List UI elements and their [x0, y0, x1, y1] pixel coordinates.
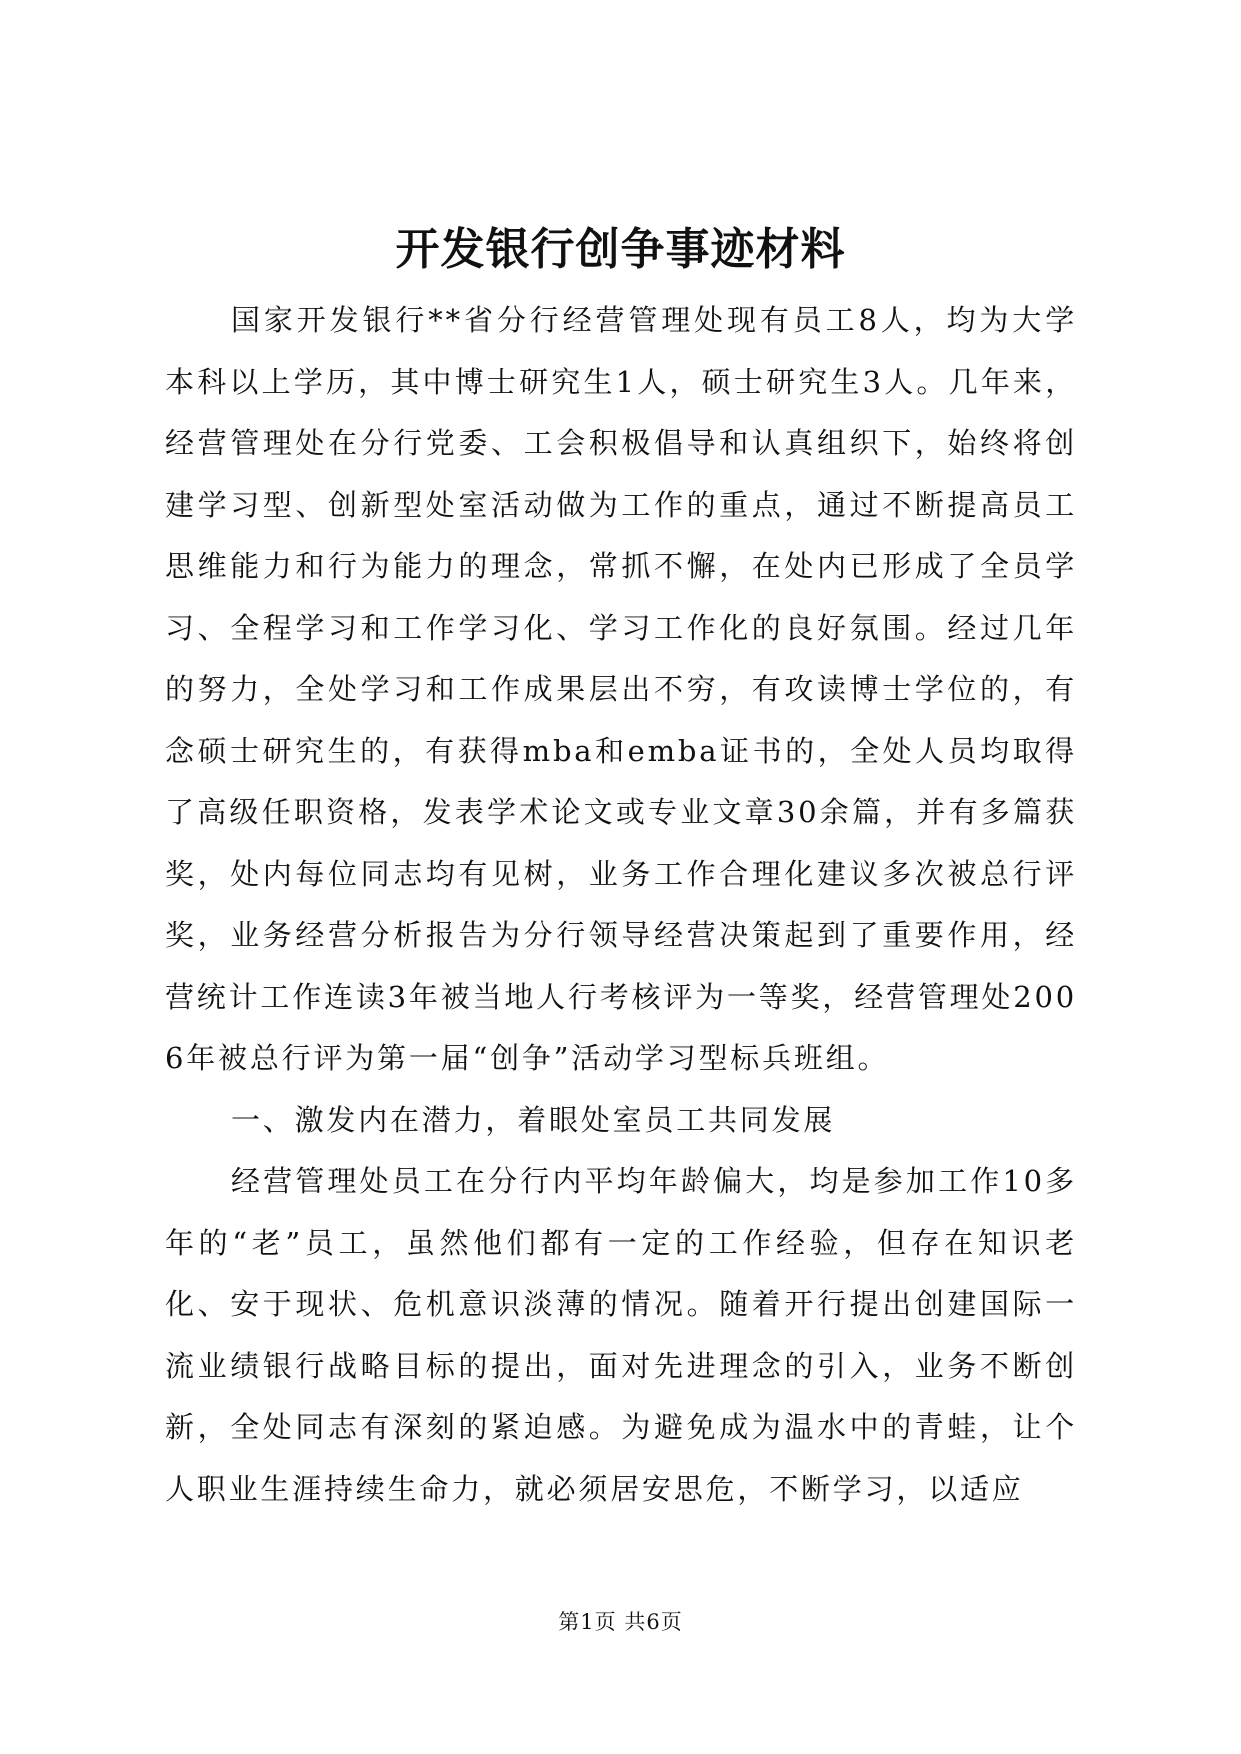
body-paragraph-section-1: 经营管理处员工在分行内平均年龄偏大，均是参加工作10多年的“老”员工，虽然他们都有一定的工作经验，但存在知识老化、安于现状、危机意识淡薄的情况。随着开行提出创建国际一流业绩银行战略目标的提出，面对先进理念的引入，业务不断创新，全处同志有深刻的紧迫感。为避免成为温水中的青蛙，让个人职业生涯持续生命力，就必须居安思危，不断学习，以适应	[165, 1164, 1077, 1506]
document-body	[165, 290, 1077, 1520]
body-paragraph-intro: 国家开发银行**省分行经营管理处现有员工8人，均为大学本科以上学历，其中博士研究生1人，硕士研究生3人。几年来，经营管理处在分行党委、工会积极倡导和认真组织下，始终将创建学习型、创新型处室活动做为工作的重点，通过不断提高员工思维能力和行为能力的理念，常抓不懈，在处内已形成了全员学习、全程学习和工作学习化、学习工作化的良好氛围。经过几年的努力，全处学习和工作成果层出不穷，有攻读博士学位的，有念硕士研究生的，有获得mba和emba证书的，全处人员均取得了高级任职资格，发表学术论文或专业文章30余篇，并有多篇获奖，处内每位同志均有见树，业务工作合理化建议多次被总行评奖，业务经营分析报告为分行领导经营决策起到了重要作用，经营统计工作连读3年被当地人行考核评为一等奖，经营管理处2006年被总行评为第一届“创争”活动学习型标兵班组。	[165, 303, 1077, 1075]
section-heading-1: 一、激发内在潜力，着眼处室员工共同发展	[231, 1102, 836, 1137]
document-title: 开发银行创争事迹材料	[395, 224, 846, 275]
page-number-footer: 第1页 共6页	[558, 1610, 683, 1634]
